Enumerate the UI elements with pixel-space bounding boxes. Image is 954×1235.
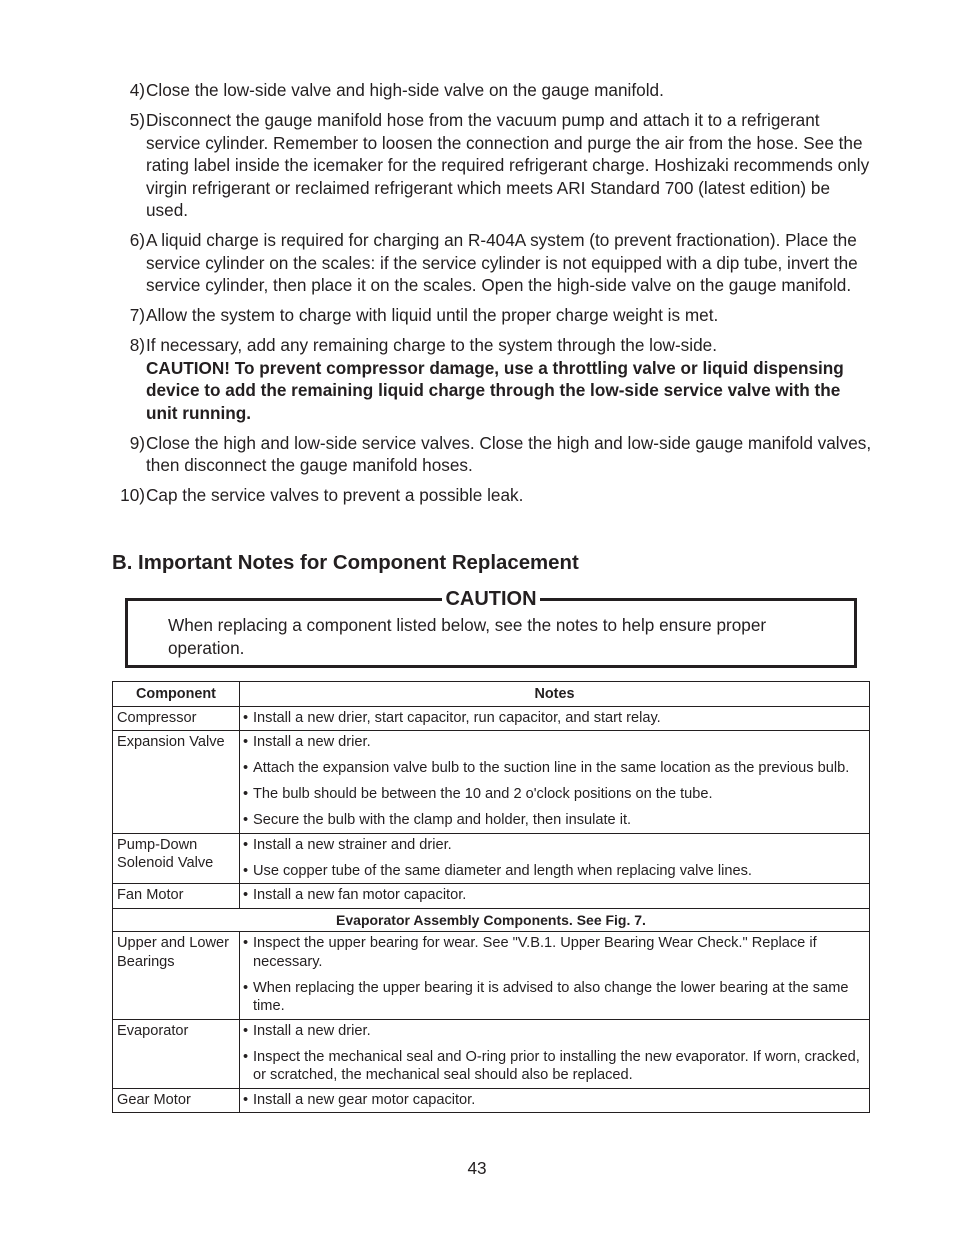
bullet-icon: • (243, 812, 249, 828)
caution-warning: CAUTION! To prevent compressor damage, use a throttling valve or liquid dispensing device to add the remaining liquid charge through the low-side service valve with the unit running. (146, 357, 844, 423)
bullet-icon: • (243, 1048, 249, 1065)
section-title: B. Important Notes for Component Replacement (112, 552, 579, 574)
note-text: Install a new strainer and drier. (253, 836, 452, 853)
note-text: Use copper tube of the same diameter and length when replacing valve lines. (253, 862, 752, 879)
note-item (243, 862, 865, 881)
note-item (243, 759, 865, 778)
bullet-icon: • (243, 836, 249, 853)
step-number: 9) (129, 432, 145, 453)
caution-box (125, 588, 857, 668)
table-row (113, 884, 870, 909)
step-7 (112, 304, 872, 327)
note-item (243, 886, 865, 905)
step-8 (112, 334, 872, 424)
note-text: Inspect the mechanical seal and O-ring prior to installing the new evaporator. If worn, cracked, or scratched, the mechanical seal should also be replaced. (253, 1048, 860, 1083)
component-cell: Upper and Lower Bearings (113, 932, 240, 1020)
note-item (243, 934, 865, 971)
caution-label-wrap (128, 587, 854, 611)
note-item (243, 785, 865, 804)
note-text: Install a new drier. (253, 1022, 371, 1039)
bullet-icon: • (243, 786, 249, 802)
step-text: A liquid charge is required for charging an R-404A system (to prevent fractionation). Place the service cylinder on the scales: if the service cylinder is not equipped with a dip tube, invert the service cylinder, then place it on the scales. Open the high-side valve on the gauge manifold. (146, 230, 858, 295)
note-item (243, 733, 865, 752)
step-9 (112, 432, 872, 477)
step-4 (112, 79, 872, 102)
step-number: 8) (129, 335, 145, 355)
table-row (113, 1088, 870, 1113)
note-text: Attach the expansion valve bulb to the suction line in the same location as the previous bulb. (253, 760, 850, 776)
note-text: Install a new gear motor capacitor. (253, 1091, 476, 1108)
table-row (113, 833, 870, 884)
notes-cell (240, 706, 870, 731)
bullet-icon: • (243, 1022, 249, 1039)
step-text: Close the high and low-side service valves. Close the high and low-side gauge manifold valves, then disconnect the gauge manifold hoses. (146, 432, 872, 475)
note-item (243, 1048, 865, 1085)
step-number: 7) (129, 305, 145, 325)
step-10 (102, 484, 872, 507)
note-item (243, 709, 865, 728)
note-item (243, 811, 865, 830)
notes-cell (240, 1088, 870, 1113)
note-text: Secure the bulb with the clamp and holder, then insulate it. (253, 812, 632, 828)
bullet-icon: • (243, 760, 249, 776)
bullet-icon: • (243, 734, 249, 750)
bullet-icon: • (243, 709, 249, 726)
step-6 (112, 229, 872, 297)
bullet-icon: • (243, 1091, 249, 1108)
bullet-icon: • (243, 979, 249, 996)
notes-cell (240, 932, 870, 1020)
table-body (113, 706, 870, 1113)
bullet-icon: • (243, 862, 249, 879)
step-text: Close the low-side valve and high-side valve on the gauge manifold. (146, 80, 664, 100)
step-number: 4) (129, 80, 145, 100)
note-item (243, 836, 865, 855)
component-cell: Pump-Down Solenoid Valve (113, 833, 240, 884)
step-number: 5) (129, 110, 145, 130)
notes-cell (240, 1019, 870, 1088)
component-cell: Gear Motor (113, 1088, 240, 1113)
component-notes-table (112, 681, 870, 1113)
note-text: Install a new drier, start capacitor, run capacitor, and start relay. (253, 709, 661, 726)
note-text: The bulb should be between the 10 and 2 o'clock positions on the tube. (253, 786, 713, 802)
page-number: 43 (467, 1158, 487, 1178)
table-row (113, 908, 870, 932)
step-text: Allow the system to charge with liquid until the proper charge weight is met. (146, 305, 719, 325)
note-item (243, 1022, 865, 1041)
note-item (243, 1091, 865, 1110)
note-text: When replacing the upper bearing it is advised to also change the lower bearing at the same time. (253, 979, 849, 1014)
step-content (145, 334, 872, 424)
notes-cell (240, 833, 870, 884)
note-text: Install a new fan motor capacitor. (253, 887, 467, 903)
notes-cell (240, 884, 870, 909)
bullet-icon: • (243, 887, 249, 903)
note-text: Install a new drier. (253, 734, 371, 750)
caution-label: CAUTION (442, 588, 539, 610)
procedure-steps (112, 79, 872, 514)
group-header: Evaporator Assembly Components. See Fig. 7. (113, 908, 870, 932)
step-number: 6) (129, 230, 145, 250)
column-header-notes: Notes (240, 682, 870, 707)
caution-text: When replacing a component listed below, see the notes to help ensure proper operation. (168, 615, 767, 658)
note-item (243, 979, 865, 1016)
table-header-row (113, 682, 870, 707)
step-5 (112, 109, 872, 222)
step-text: Disconnect the gauge manifold hose from the vacuum pump and attach it to a refrigerant service cylinder. Remember to loosen the connection and purge the air from the hose. See the rating label inside the icemaker for the required refrigerant charge. Hoshizaki recommends only virgin refrigerant or reclaimed refrigerant which meets ARI Standard 700 (latest edition) be used. (146, 110, 870, 220)
table-row (113, 932, 870, 1020)
component-cell: Evaporator (113, 1019, 240, 1088)
step-number: 10) (120, 485, 145, 505)
bullet-icon: • (243, 935, 249, 951)
column-header-component: Component (113, 682, 240, 707)
notes-cell (240, 731, 870, 834)
table-row (113, 731, 870, 834)
step-text: If necessary, add any remaining charge to the system through the low-side. (146, 335, 717, 355)
table-row (113, 1019, 870, 1088)
table-row (113, 706, 870, 731)
step-text: Cap the service valves to prevent a possible leak. (146, 485, 524, 505)
component-cell: Compressor (113, 706, 240, 731)
component-cell: Fan Motor (113, 884, 240, 909)
note-text: Inspect the upper bearing for wear. See "V.B.1. Upper Bearing Wear Check." Replace if necessary. (253, 935, 817, 970)
component-cell: Expansion Valve (113, 731, 240, 834)
